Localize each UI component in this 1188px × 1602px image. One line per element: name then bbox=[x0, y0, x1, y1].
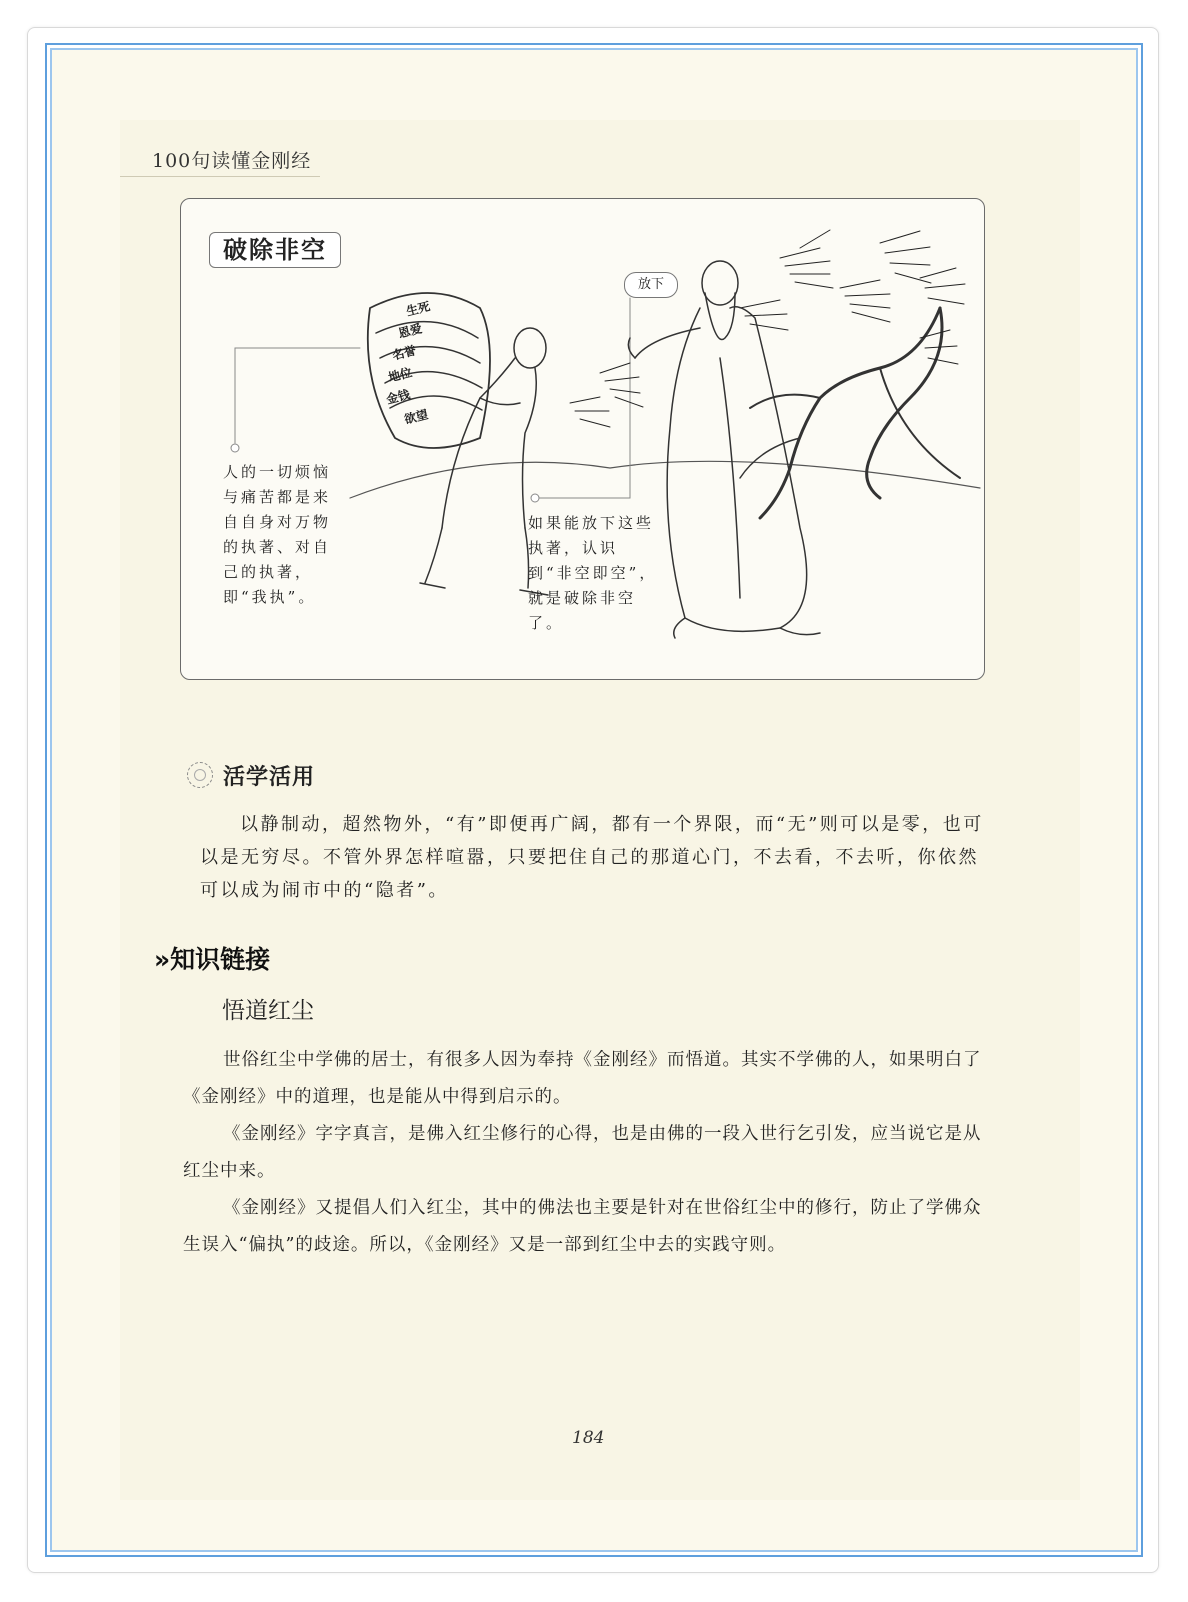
header-rule bbox=[120, 176, 320, 177]
dharma-wheel-icon bbox=[187, 762, 213, 788]
bag-label: 恩爱 bbox=[396, 321, 424, 341]
body-paragraph: 《金刚经》字字真言，是佛入红尘修行的心得，也是由佛的一段入世行乞引发，应当说它是从红尘中来。 bbox=[183, 1124, 982, 1181]
body-paragraph: 《金刚经》又提倡人们入红尘，其中的佛法也主要是针对在世俗红尘中的修行，防止了学佛众生误入“偏执”的歧途。所以，《金刚经》又是一部到红尘中去的实践守则。 bbox=[183, 1198, 982, 1255]
bag-label: 地位 bbox=[386, 365, 414, 385]
speech-bubble: 放下 bbox=[624, 272, 678, 298]
knowledge-heading-text: 知识链接 bbox=[170, 945, 271, 974]
running-header: 100句读懂金刚经 bbox=[152, 150, 312, 172]
knowledge-body bbox=[183, 1042, 995, 1264]
bag-label: 名誉 bbox=[390, 343, 418, 363]
bag-label: 欲望 bbox=[402, 407, 430, 427]
double-chevron-icon: » bbox=[154, 945, 171, 974]
knowledge-heading bbox=[154, 940, 270, 976]
illustration-title: 破除非空 bbox=[209, 232, 341, 268]
bag-label: 生死 bbox=[404, 299, 432, 319]
illustration-caption-left: 人的一切烦恼与痛苦都是来自自身对万物的执著、对自己的执著，即“我执”。 bbox=[223, 463, 332, 606]
knowledge-subheading: 悟道红尘 bbox=[222, 998, 314, 1024]
apply-paragraph: 以静制动，超然物外，“有”即便再广阔，都有一个界限，而“无”则可以是零，也可以是无穷尽。不管外界怎样喧嚣，只要把住自己的那道心门，不去看，不去听，你依然可以成为闹市中的“隐者”。 bbox=[200, 814, 984, 901]
body-paragraph: 世俗红尘中学佛的居士，有很多人因为奉持《金刚经》而悟道。其实不学佛的人，如果明白了《金刚经》中的道理，也是能从中得到启示的。 bbox=[183, 1050, 982, 1107]
bag-label: 金钱 bbox=[384, 387, 412, 407]
page-number: 184 bbox=[572, 1428, 605, 1448]
apply-heading: 活学活用 bbox=[223, 765, 316, 790]
illustration-caption-right: 如果能放下这些执著，认识到“非空即空”，就是破除非空了。 bbox=[528, 514, 658, 632]
